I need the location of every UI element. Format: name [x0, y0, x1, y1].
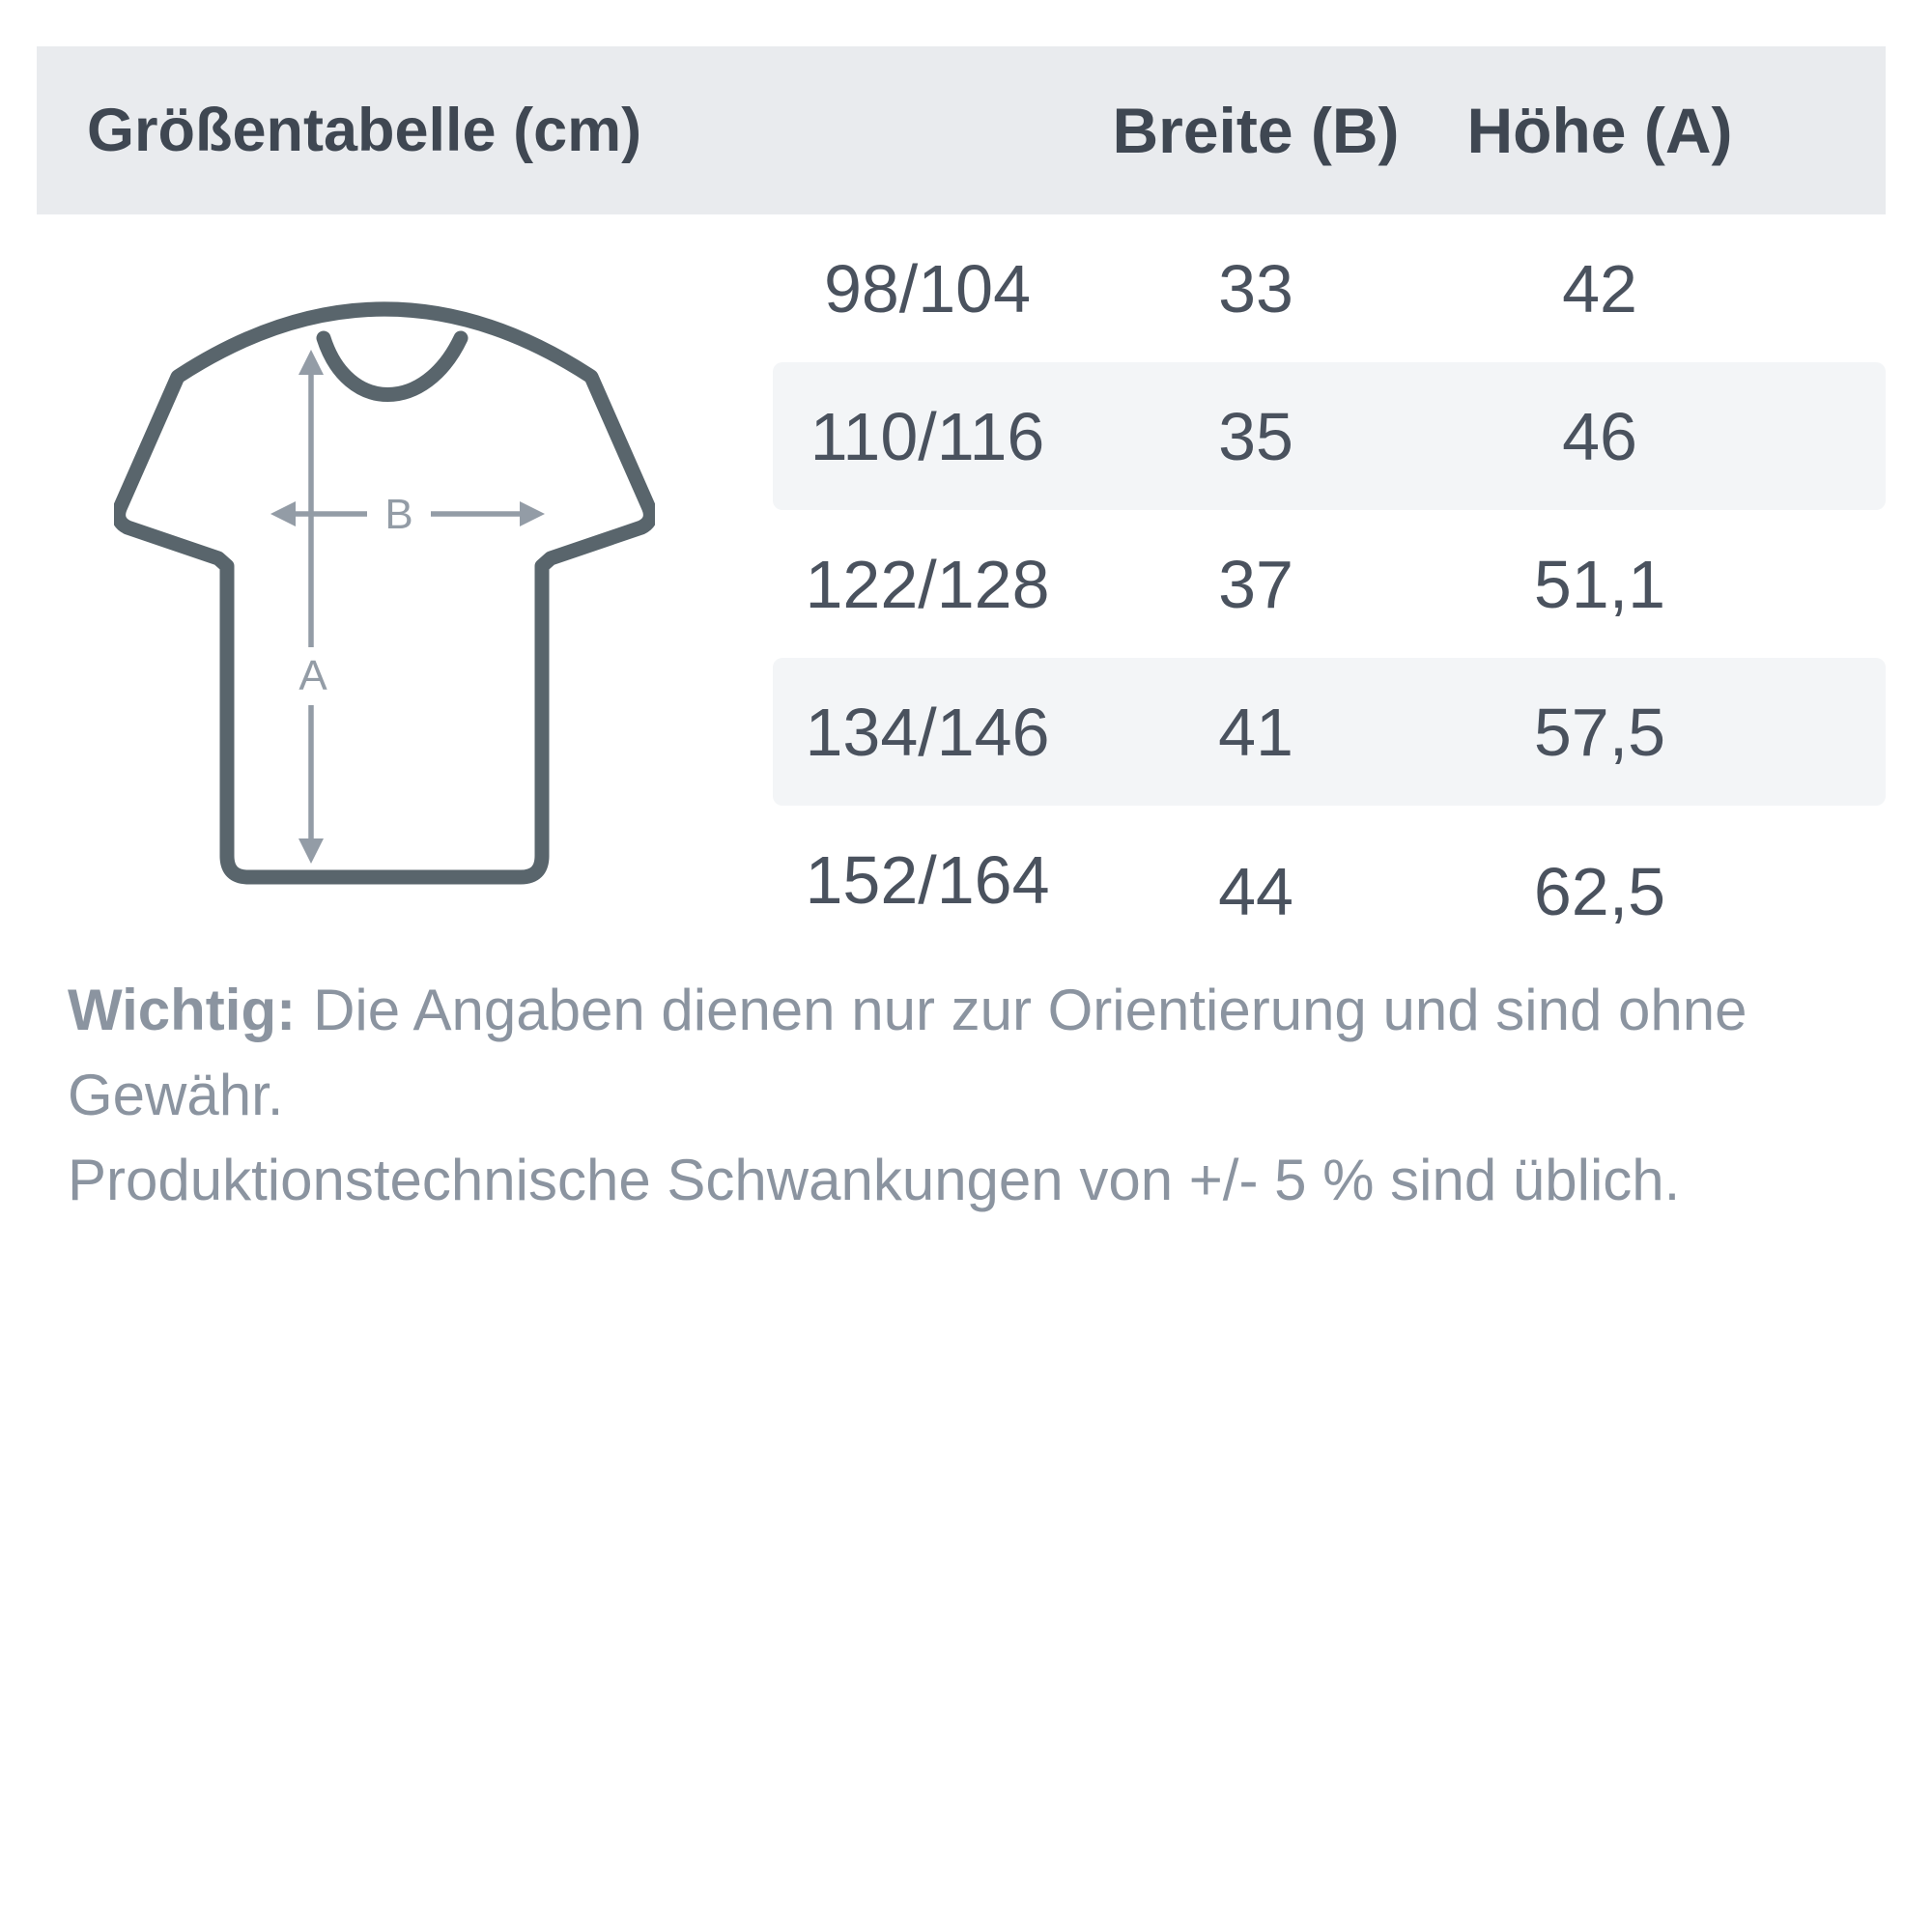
height-cell: 51,1 [1533, 546, 1666, 622]
width-cell: 35 [1218, 398, 1293, 474]
table-row [773, 658, 1886, 806]
width-label: B [384, 491, 413, 538]
column-headers [773, 46, 1886, 214]
tshirt-diagram [114, 299, 655, 889]
size-cell: 152/164 [805, 841, 1050, 918]
height-cell: 57,5 [1533, 694, 1666, 770]
column-header-hoehe: Höhe (A) [1466, 95, 1733, 166]
width-cell: 33 [1218, 250, 1293, 327]
note-label: Wichtig: [68, 978, 297, 1042]
width-cell: 41 [1218, 694, 1293, 770]
note-line-1 [68, 968, 1787, 1138]
height-label: A [298, 652, 327, 699]
table-row [773, 510, 1886, 658]
size-cell: 98/104 [823, 250, 1032, 327]
table-row [773, 806, 1886, 953]
page-title: Größentabelle (cm) [87, 97, 642, 164]
note-text-1: Die Angaben dienen nur zur Orientierung und sind ohne Gewähr. [68, 978, 1747, 1127]
note [68, 968, 1787, 1223]
table-row [773, 214, 1886, 362]
size-table-rows [773, 214, 1886, 953]
height-cell: 42 [1562, 250, 1637, 327]
width-cell: 44 [1218, 853, 1293, 929]
width-cell: 37 [1218, 546, 1293, 622]
table-header-bar [37, 46, 1886, 214]
note-line-2: Produktionstechnische Schwankungen von +/- 5 % sind üblich. [68, 1148, 1681, 1212]
size-cell: 134/146 [805, 694, 1050, 770]
table-row [773, 362, 1886, 510]
height-cell: 62,5 [1533, 853, 1666, 929]
height-cell: 46 [1562, 398, 1637, 474]
size-cell: 122/128 [805, 546, 1050, 622]
size-cell: 110/116 [810, 398, 1045, 474]
column-header-breite: Breite (B) [1112, 95, 1400, 166]
